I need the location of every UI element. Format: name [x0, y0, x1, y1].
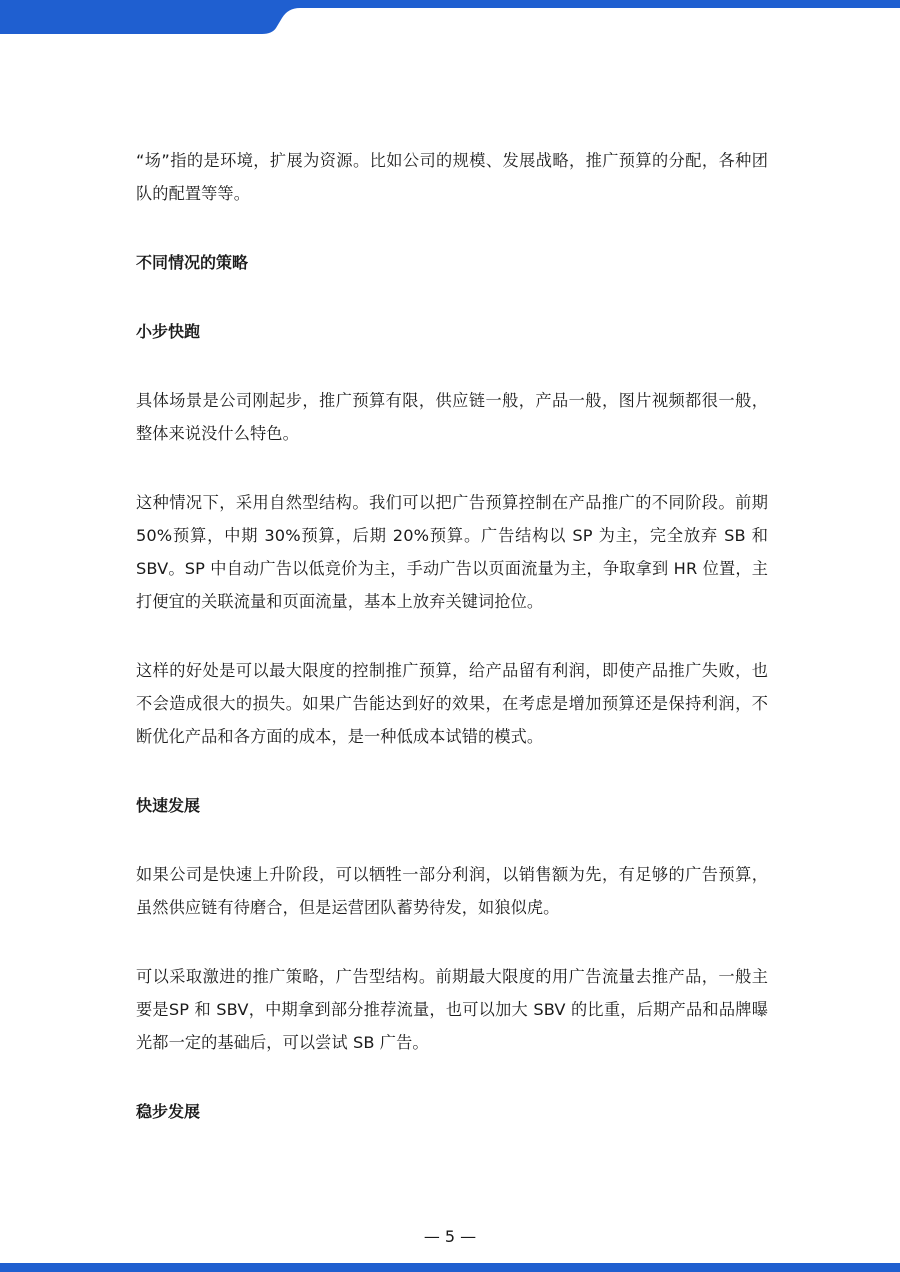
spacer [136, 618, 768, 654]
subsection-heading: 稳步发展 [136, 1102, 201, 1121]
document-body [136, 144, 768, 1128]
body-paragraph: 这样的好处是可以最大限度的控制推广预算，给产品留有利润，即使产品推广失败，也不会造成很大的损失。如果广告能达到好的效果，在考虑是增加预算还是保持利润，不断优化产品和各方面的成本，是一种低成本试错的模式。 [136, 661, 768, 746]
footer-accent-bar [0, 1263, 900, 1272]
header-accent-shape [0, 0, 900, 34]
page-number: — 5 — [423, 1227, 477, 1246]
spacer [136, 279, 768, 315]
body-paragraph: 如果公司是快速上升阶段，可以牺牲一部分利润，以销售额为先，有足够的广告预算，虽然供应链有待磨合，但是运营团队蓄势待发，如狼似虎。 [136, 865, 768, 917]
spacer [136, 1059, 768, 1095]
spacer [136, 822, 768, 858]
section-heading: 不同情况的策略 [136, 253, 249, 272]
header-accent-bar [0, 0, 900, 34]
spacer [136, 210, 768, 246]
subsection-heading: 快速发展 [136, 796, 201, 815]
spacer [136, 753, 768, 789]
spacer [136, 924, 768, 960]
body-paragraph: 具体场景是公司刚起步，推广预算有限，供应链一般，产品一般，图片视频都很一般，整体来说没什么特色。 [136, 391, 768, 443]
spacer [136, 450, 768, 486]
intro-paragraph: “场”指的是环境，扩展为资源。比如公司的规模、发展战略，推广预算的分配，各种团队的配置等等。 [136, 151, 768, 203]
body-paragraph: 这种情况下，采用自然型结构。我们可以把广告预算控制在产品推广的不同阶段。前期 50%预算，中期 30%预算，后期 20%预算。广告结构以 SP 为主，完全放弃 SB 和 SBV。SP 中自动广告以低竞价为主，手动广告以页面流量为主，争取拿到 HR 位置，主打便宜的关联流量和页面流量，基本上放弃关键词抢位。 [136, 493, 768, 611]
spacer [136, 348, 768, 384]
subsection-heading: 小步快跑 [136, 322, 201, 341]
body-paragraph: 可以采取激进的推广策略，广告型结构。前期最大限度的用广告流量去推产品，一般主要是SP 和 SBV，中期拿到部分推荐流量，也可以加大 SBV 的比重，后期产品和品牌曝光都一定的基础后，可以尝试 SB 广告。 [136, 967, 768, 1052]
